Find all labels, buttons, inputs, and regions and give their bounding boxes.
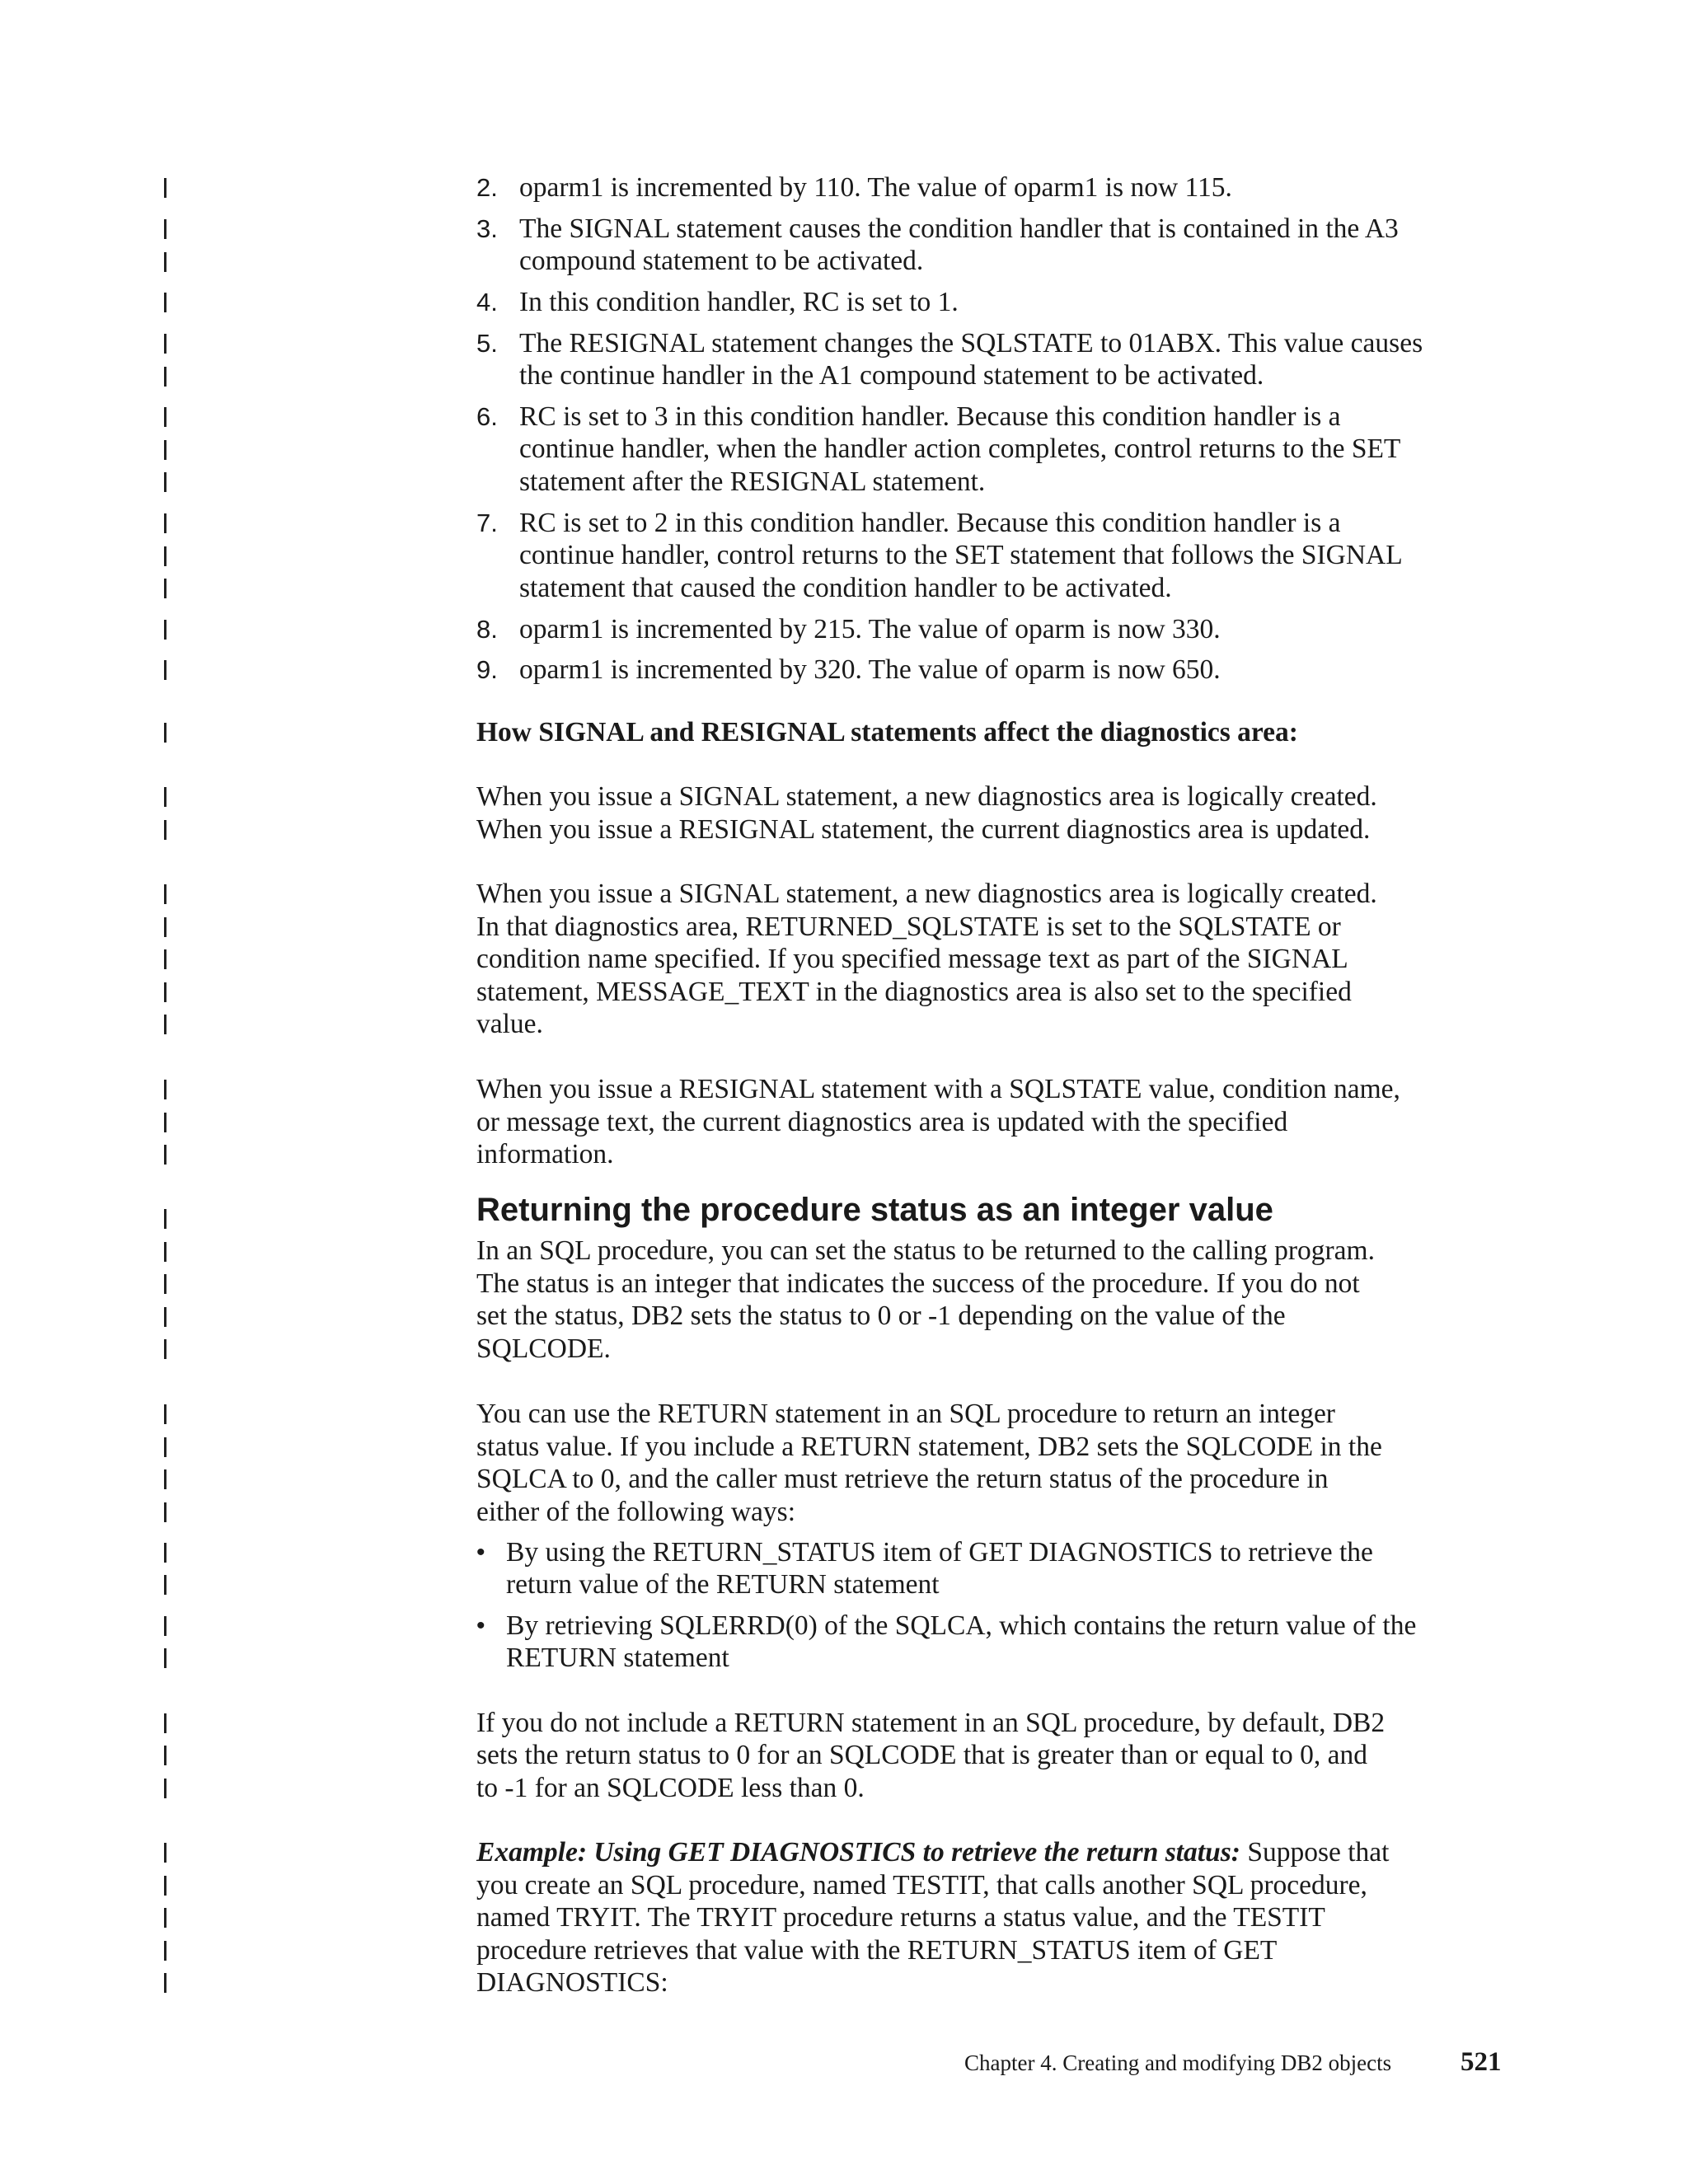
change-bar bbox=[164, 1616, 166, 1636]
change-bar bbox=[164, 917, 166, 937]
change-bar bbox=[164, 579, 166, 598]
change-bar bbox=[164, 1274, 166, 1294]
change-bar bbox=[164, 1543, 166, 1563]
change-bar bbox=[164, 293, 166, 312]
change-bar bbox=[164, 787, 166, 807]
change-bar bbox=[164, 620, 166, 640]
change-bar bbox=[164, 440, 166, 460]
change-bar bbox=[164, 1648, 166, 1668]
change-bar bbox=[164, 334, 166, 354]
diagnostics-heading: How SIGNAL and RESIGNAL statements affect the diagnostics area: bbox=[476, 717, 1298, 748]
paragraph-line: procedure retrieves that value with the RETURN_STATUS item of GET bbox=[476, 1935, 1278, 1966]
paragraph-line: You can use the RETURN statement in an SQL procedure to return an integer bbox=[476, 1399, 1335, 1429]
bullet-text: By using the RETURN_STATUS item of GET DIAGNOSTICS to retrieve the bbox=[506, 1537, 1373, 1568]
list-item-number: 2. bbox=[476, 173, 498, 202]
change-bar bbox=[164, 472, 166, 492]
change-bar bbox=[164, 1843, 166, 1863]
change-bar bbox=[164, 1908, 166, 1928]
list-item-number: 4. bbox=[476, 288, 498, 316]
paragraph-line: information. bbox=[476, 1139, 614, 1169]
paragraph-line: When you issue a RESIGNAL statement, the current diagnostics area is updated. bbox=[476, 814, 1371, 845]
change-bar bbox=[164, 1502, 166, 1522]
bullet-text: By retrieving SQLERRD(0) of the SQLCA, which contains the return value of the bbox=[506, 1610, 1417, 1641]
example-first-rest: Suppose that bbox=[1240, 1837, 1390, 1868]
list-item-text: oparm1 is incremented by 320. The value of oparm is now 650. bbox=[519, 654, 1221, 685]
paragraph-line: The status is an integer that indicates the success of the procedure. If you do not bbox=[476, 1268, 1360, 1299]
list-item-text: RC is set to 2 in this condition handler. Because this condition handler is a bbox=[519, 508, 1341, 538]
change-bar bbox=[164, 252, 166, 272]
change-bar bbox=[164, 1080, 166, 1099]
change-bar bbox=[164, 1437, 166, 1457]
paragraph-line: or message text, the current diagnostics area is updated with the specified bbox=[476, 1107, 1288, 1137]
bullet-icon: • bbox=[476, 1612, 485, 1639]
paragraph-line: status value. If you include a RETURN statement, DB2 sets the SQLCODE in the bbox=[476, 1432, 1382, 1462]
change-bar bbox=[164, 1713, 166, 1733]
change-bar bbox=[164, 660, 166, 680]
change-bar bbox=[164, 546, 166, 566]
change-bar bbox=[164, 820, 166, 840]
list-item-text: the continue handler in the A1 compound statement to be activated. bbox=[519, 360, 1264, 391]
change-bar bbox=[164, 949, 166, 969]
change-bar bbox=[164, 1941, 166, 1961]
change-bar bbox=[164, 1404, 166, 1424]
paragraph-line: SQLCA to 0, and the caller must retrieve the return status of the procedure in bbox=[476, 1464, 1329, 1494]
change-bar bbox=[164, 1973, 166, 1993]
paragraph-line: value. bbox=[476, 1009, 543, 1039]
change-bar bbox=[164, 1145, 166, 1165]
paragraph-line: When you issue a RESIGNAL statement with a SQLSTATE value, condition name, bbox=[476, 1074, 1400, 1104]
paragraph-line: sets the return status to 0 for an SQLCODE that is greater than or equal to 0, and bbox=[476, 1740, 1368, 1770]
change-bar bbox=[164, 1307, 166, 1327]
list-item-number: 6. bbox=[476, 402, 498, 431]
paragraph-line: If you do not include a RETURN statement in an SQL procedure, by default, DB2 bbox=[476, 1708, 1386, 1738]
paragraph-line: you create an SQL procedure, named TESTIT, that calls another SQL procedure, bbox=[476, 1870, 1367, 1900]
change-bar bbox=[164, 1779, 166, 1798]
list-item-text: statement after the RESIGNAL statement. bbox=[519, 466, 986, 497]
change-bar bbox=[164, 1113, 166, 1132]
list-item-number: 9. bbox=[476, 655, 498, 684]
section-heading: Returning the procedure status as an integer value bbox=[476, 1192, 1273, 1228]
footer-chapter: Chapter 4. Creating and modifying DB2 objects bbox=[964, 2050, 1392, 2075]
bullet-text: RETURN statement bbox=[506, 1643, 729, 1673]
change-bar bbox=[164, 1469, 166, 1489]
list-item-number: 5. bbox=[476, 329, 498, 358]
change-bar bbox=[164, 723, 166, 743]
list-item-text: continue handler, control returns to the SET statement that follows the SIGNAL bbox=[519, 540, 1403, 570]
list-item-text: The RESIGNAL statement changes the SQLSTATE to 01ABX. This value causes bbox=[519, 328, 1423, 359]
list-item-text: In this condition handler, RC is set to 1. bbox=[519, 287, 959, 317]
paragraph-line: When you issue a SIGNAL statement, a new diagnostics area is logically created. bbox=[476, 781, 1377, 812]
change-bar bbox=[164, 884, 166, 904]
change-bar bbox=[164, 513, 166, 533]
list-item-number: 8. bbox=[476, 615, 498, 644]
change-bar bbox=[164, 407, 166, 427]
list-item-text: oparm1 is incremented by 110. The value of oparm1 is now 115. bbox=[519, 172, 1232, 203]
change-bar bbox=[164, 1242, 166, 1262]
change-bar bbox=[164, 1876, 166, 1896]
list-item-number: 3. bbox=[476, 214, 498, 243]
list-item-text: statement that caused the condition handler to be activated. bbox=[519, 573, 1172, 603]
example-label: Example: Using GET DIAGNOSTICS to retrieve the return status: bbox=[476, 1837, 1240, 1868]
example-first-line bbox=[476, 1836, 1389, 1869]
change-bar bbox=[164, 367, 166, 387]
change-bar bbox=[164, 1209, 166, 1229]
paragraph-line: In that diagnostics area, RETURNED_SQLSTATE is set to the SQLSTATE or bbox=[476, 912, 1341, 942]
bullet-icon: • bbox=[476, 1539, 485, 1566]
change-bar bbox=[164, 1015, 166, 1034]
change-bar bbox=[164, 1746, 166, 1765]
list-item-text: oparm1 is incremented by 215. The value of oparm is now 330. bbox=[519, 614, 1221, 644]
change-bar bbox=[164, 1575, 166, 1595]
bullet-text: return value of the RETURN statement bbox=[506, 1569, 940, 1600]
page-number: 521 bbox=[1461, 2047, 1502, 2077]
paragraph-line: DIAGNOSTICS: bbox=[476, 1967, 668, 1998]
paragraph-line: In an SQL procedure, you can set the status to be returned to the calling program. bbox=[476, 1235, 1375, 1266]
paragraph-line: SQLCODE. bbox=[476, 1333, 611, 1364]
change-bar bbox=[164, 219, 166, 239]
change-bar bbox=[164, 178, 166, 198]
list-item-number: 7. bbox=[476, 509, 498, 537]
paragraph-line: to -1 for an SQLCODE less than 0. bbox=[476, 1773, 865, 1803]
list-item-text: compound statement to be activated. bbox=[519, 246, 924, 276]
list-item-text: RC is set to 3 in this condition handler. Because this condition handler is a bbox=[519, 401, 1341, 432]
change-bar bbox=[164, 1339, 166, 1359]
list-item-text: continue handler, when the handler action completes, control returns to the SET bbox=[519, 434, 1401, 464]
paragraph-line: condition name specified. If you specified message text as part of the SIGNAL bbox=[476, 944, 1348, 974]
paragraph-line: named TRYIT. The TRYIT procedure returns a status value, and the TESTIT bbox=[476, 1902, 1325, 1933]
paragraph-line: either of the following ways: bbox=[476, 1497, 796, 1527]
paragraph-line: When you issue a SIGNAL statement, a new diagnostics area is logically created. bbox=[476, 879, 1377, 909]
change-bar bbox=[164, 982, 166, 1002]
paragraph-line: statement, MESSAGE_TEXT in the diagnostics area is also set to the specified bbox=[476, 977, 1352, 1007]
list-item-text: The SIGNAL statement causes the condition handler that is contained in the A3 bbox=[519, 213, 1399, 244]
paragraph-line: set the status, DB2 sets the status to 0 or -1 depending on the value of the bbox=[476, 1301, 1286, 1331]
